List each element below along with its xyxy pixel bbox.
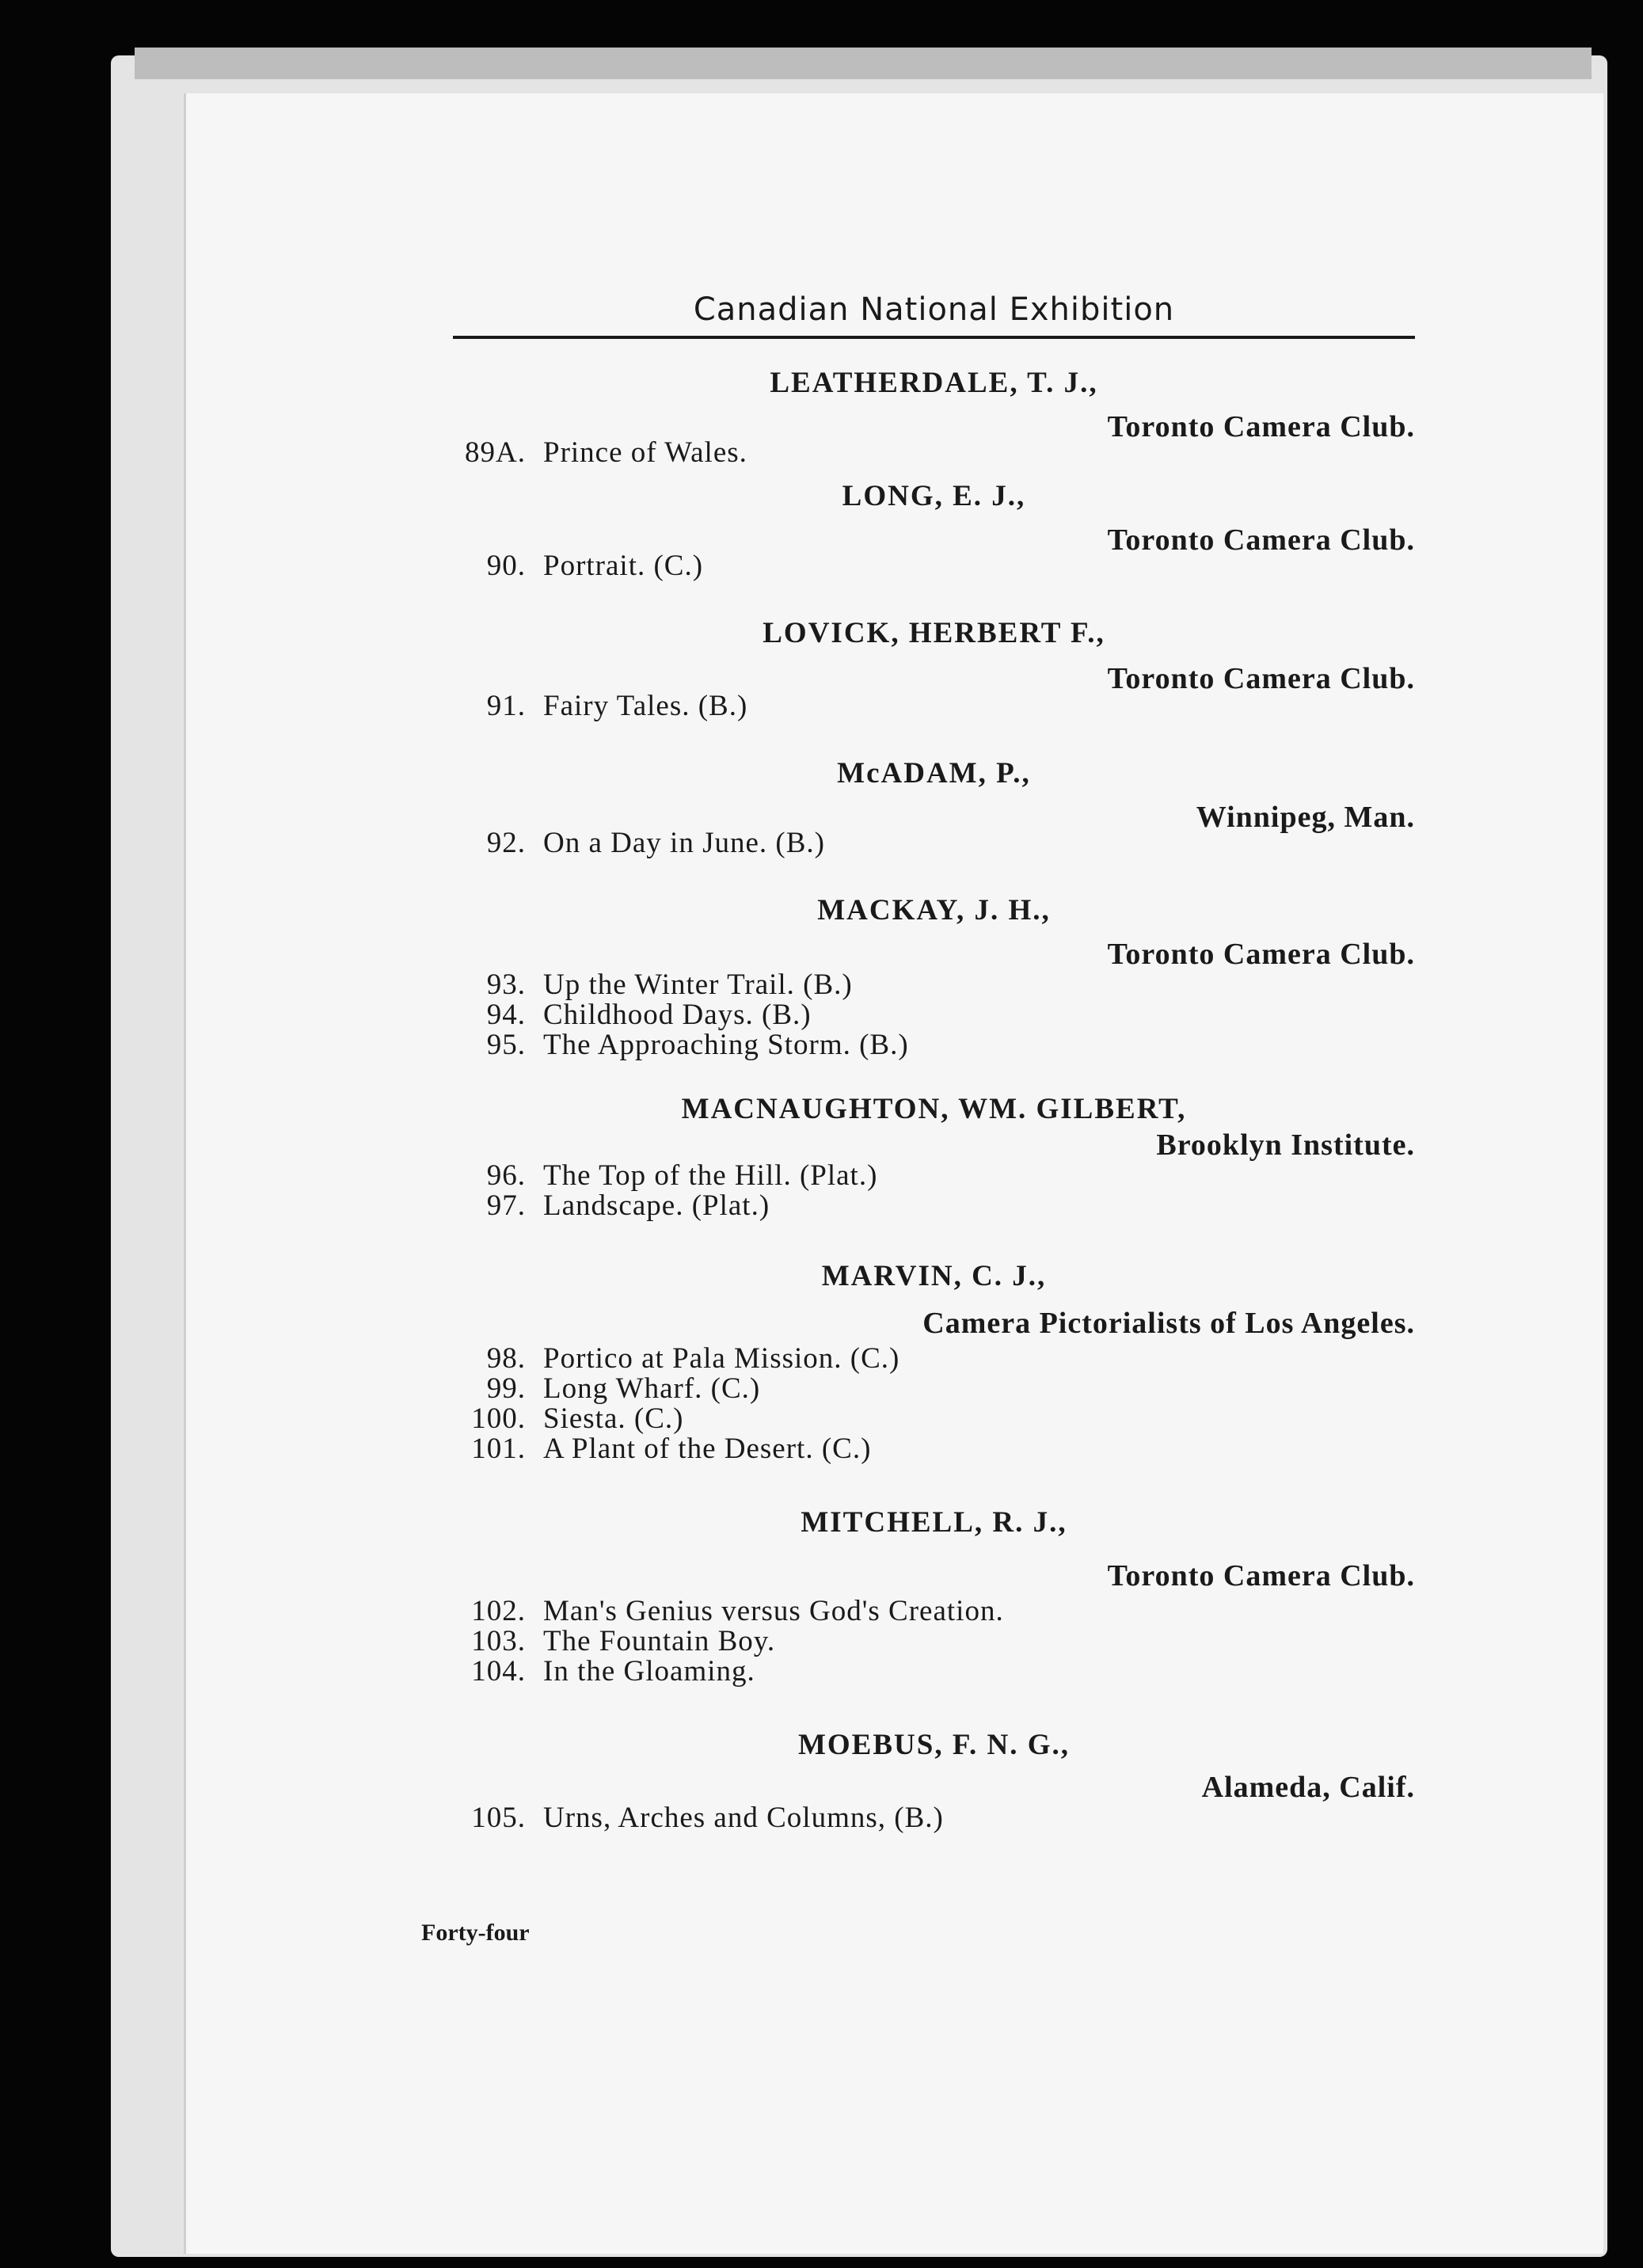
entry-number: 100. [471, 1402, 526, 1435]
entry-number: 92. [486, 827, 526, 859]
exhibitor-mcadam [453, 756, 1415, 858]
entry [453, 551, 1415, 581]
entry-title: Childhood Days. (B.) [543, 999, 812, 1031]
entry-title: Portico at Pala Mission. (C.) [543, 1342, 900, 1375]
entry-number: 103. [471, 1625, 526, 1657]
exhibitor-affiliation: Toronto Camera Club. [1107, 938, 1415, 971]
entry-number: 94. [486, 999, 526, 1031]
entry [453, 828, 1415, 858]
entry-title: Siesta. (C.) [543, 1402, 684, 1435]
entry-title: A Plant of the Desert. (C.) [543, 1433, 872, 1465]
entry [453, 1374, 1415, 1404]
exhibitor-name: MACNAUGHTON, WM. GILBERT, [681, 1093, 1187, 1125]
exhibitor-name: LEATHERDALE, T. J., [770, 367, 1098, 399]
exhibitor-long [453, 479, 1415, 581]
entry [453, 1596, 1415, 1627]
entry [453, 1161, 1415, 1191]
exhibitor-moebus [453, 1728, 1415, 1833]
entry-title: The Top of the Hill. (Plat.) [543, 1159, 878, 1192]
entry [453, 1000, 1415, 1030]
exhibitor-affiliation: Brooklyn Institute. [1156, 1128, 1415, 1162]
exhibitor-affiliation: Alameda, Calif. [1201, 1771, 1415, 1804]
entry-number: 105. [471, 1802, 526, 1834]
exhibitor-name: MACKAY, J. H., [817, 894, 1051, 927]
running-head: Canadian National Exhibition [453, 291, 1415, 339]
entry [453, 1344, 1415, 1374]
exhibitor-mitchell [453, 1505, 1415, 1687]
exhibitor-name: MARVIN, C. J., [821, 1260, 1047, 1292]
page-folio: Forty-four [421, 1920, 530, 1946]
entry-number: 96. [486, 1159, 526, 1192]
entry [453, 691, 1415, 721]
entry-number: 102. [471, 1595, 526, 1627]
entry [453, 1191, 1415, 1221]
entry-title: Landscape. (Plat.) [543, 1189, 770, 1222]
entry-title: The Approaching Storm. (B.) [543, 1029, 909, 1061]
entry-number: 99. [486, 1372, 526, 1405]
exhibitor-affiliation: Winnipeg, Man. [1196, 801, 1415, 834]
torn-page-edge [135, 48, 1592, 79]
exhibitor-leatherdale [453, 366, 1415, 468]
entry-title: Urns, Arches and Columns, (B.) [543, 1802, 944, 1834]
entry-number: 93. [486, 968, 526, 1001]
entry-number: 97. [486, 1189, 526, 1222]
exhibitor-lovick [453, 616, 1415, 721]
page-content [453, 291, 1415, 1833]
exhibitor-name: LONG, E. J., [842, 480, 1026, 512]
entry-number: 89A. [465, 436, 526, 469]
exhibitor-affiliation: Camera Pictorialists of Los Angeles. [922, 1307, 1415, 1340]
entry-title: Prince of Wales. [543, 436, 747, 469]
exhibitor-name: LOVICK, HERBERT F., [763, 617, 1105, 649]
entry [453, 1803, 1415, 1833]
entry [453, 1030, 1415, 1060]
exhibitor-name: MITCHELL, R. J., [801, 1506, 1067, 1539]
entry-number: 101. [471, 1433, 526, 1465]
entry-number: 104. [471, 1655, 526, 1688]
entry [453, 970, 1415, 1000]
exhibitor-affiliation: Toronto Camera Club. [1107, 1559, 1415, 1593]
entry-title: Up the Winter Trail. (B.) [543, 968, 853, 1001]
entry [453, 438, 1415, 468]
exhibitor-marvin [453, 1259, 1415, 1464]
entry-title: In the Gloaming. [543, 1655, 755, 1688]
exhibitor-affiliation: Toronto Camera Club. [1107, 410, 1415, 443]
entry [453, 1657, 1415, 1687]
entry-number: 98. [486, 1342, 526, 1375]
entry [453, 1434, 1415, 1464]
exhibitor-affiliation: Toronto Camera Club. [1107, 523, 1415, 557]
entry-title: Portrait. (C.) [543, 550, 704, 582]
entry-title: Long Wharf. (C.) [543, 1372, 761, 1405]
exhibitor-mackay [453, 893, 1415, 1060]
entry-number: 95. [486, 1029, 526, 1061]
exhibitor-affiliation: Toronto Camera Club. [1107, 662, 1415, 695]
exhibitor-name: McADAM, P., [837, 757, 1031, 790]
exhibitor-name: MOEBUS, F. N. G., [797, 1729, 1071, 1761]
entry [453, 1404, 1415, 1434]
entry-number: 90. [486, 550, 526, 582]
entry-title: The Fountain Boy. [543, 1625, 776, 1657]
entry [453, 1627, 1415, 1657]
entry-title: Man's Genius versus God's Creation. [543, 1595, 1004, 1627]
entry-number: 91. [486, 690, 526, 722]
entry-title: On a Day in June. (B.) [543, 827, 825, 859]
exhibitor-macnaughton [453, 1092, 1415, 1221]
entry-title: Fairy Tales. (B.) [543, 690, 748, 722]
